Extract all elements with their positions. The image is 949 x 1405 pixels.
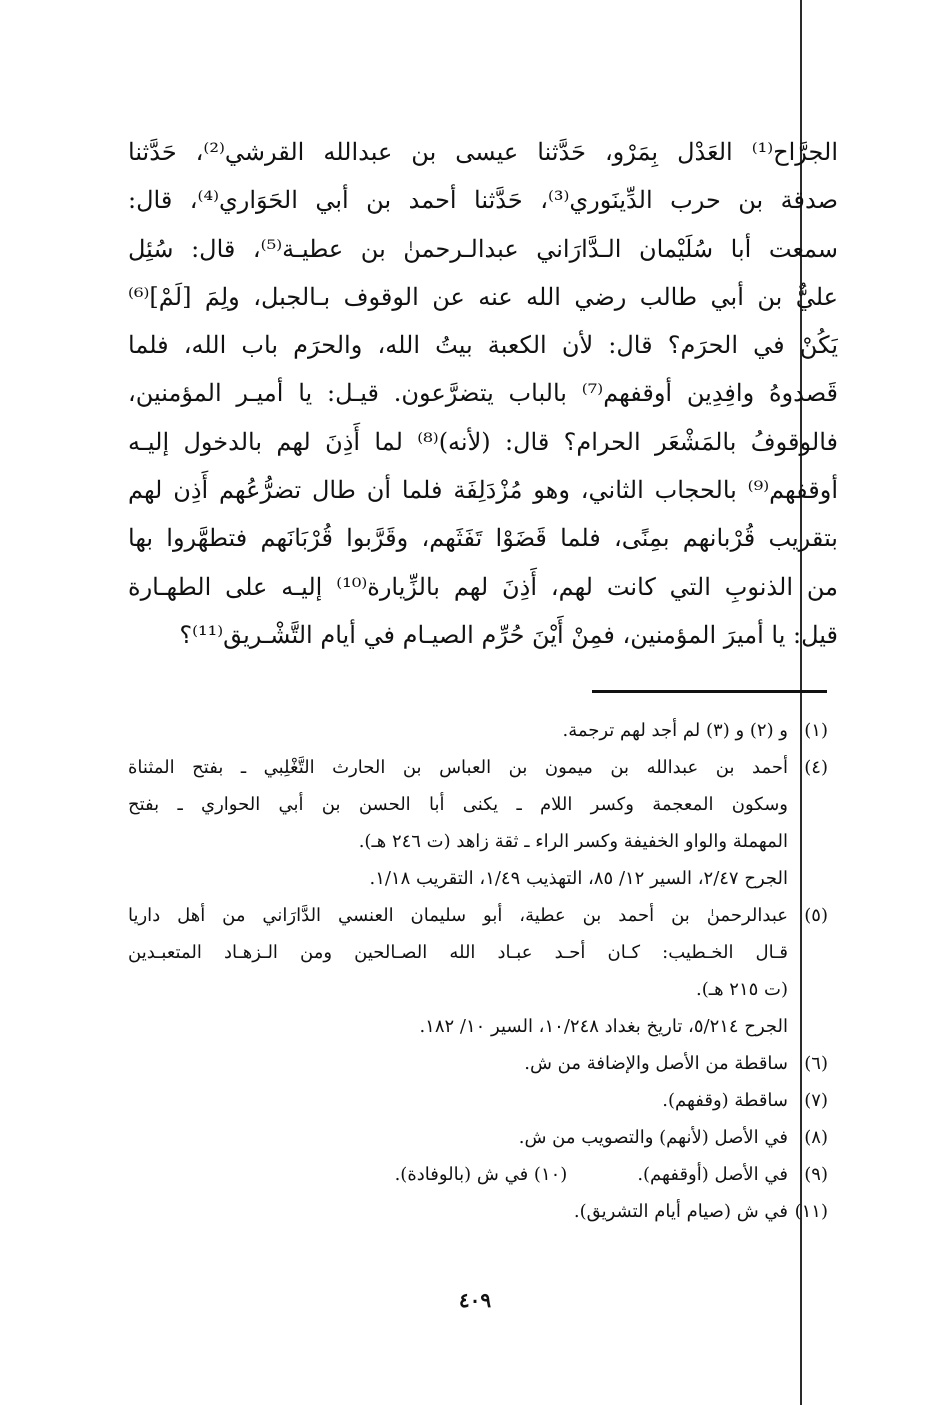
- main-text-line: من الذنوبِ التي كانت لهم، أَذِنَ لهم بالزِّيارة⁽¹⁰⁾ إليـه على الطهـارة: [128, 572, 838, 601]
- footnote-line: و (٢) و (٣) لم أجد لهم ترجمة.: [562, 720, 788, 741]
- footnote-body: [128, 1156, 788, 1193]
- footnote-body: [128, 1045, 788, 1082]
- footnote-number: (٩): [804, 1164, 828, 1185]
- footnote-number: (٦): [804, 1053, 828, 1074]
- footnote-number: (٥): [804, 905, 828, 926]
- main-text-line: قَصدوهُ وافِدِين أوقفهم⁽⁷⁾ بالباب يتضرَّعون. قيـل: يا أميـر المؤمنين،: [128, 379, 838, 408]
- footnote-5: [128, 897, 828, 1045]
- page-number: ٤٠٩: [458, 1288, 492, 1312]
- footnote-6: [128, 1045, 828, 1082]
- footnote-body: [128, 749, 788, 897]
- footnote-separator: [592, 690, 827, 693]
- footnote-line: في ش (صيام أيام التشريق).: [573, 1201, 788, 1222]
- footnote-8: [128, 1119, 828, 1156]
- footnote-10-inline: (١٠) في ش (بالوفادة).: [394, 1164, 568, 1185]
- footnote-4: [128, 749, 828, 897]
- main-text-line: عليٌّ بن أبي طالب رضي الله عنه عن الوقوف بـالجبل، ولِمَ [لَمْ]⁽⁶⁾: [128, 282, 838, 311]
- footnote-line: (ت ٢١٥ هـ).: [696, 979, 788, 1000]
- footnote-line: وسكون المعجمة وكسر اللام ـ يكنى أبا الحسن بن أبي الحواري ـ بفتح: [128, 794, 788, 815]
- footnote-number: (١): [804, 720, 828, 741]
- footnote-line: أحمد بن عبدالله بن ميمون بن العباس بن الحارث التَّغْلِبي ـ بفتح المثناة: [128, 757, 788, 778]
- footnote-line: في الأصل (أوقفهم).: [637, 1164, 788, 1185]
- footnote-9: [128, 1156, 828, 1193]
- main-text-line: صدقة بن حرب الدِّينَوري⁽³⁾، حَدَّثنا أحمد بن أبي الحَوَاري⁽⁴⁾، قال:: [128, 186, 838, 215]
- footnote-line: عبدالرحمنٰ بن أحمد بن عطية، أبو سليمان العنسي الدَّارَاني من أهل داريا: [128, 905, 788, 926]
- footnote-body: [128, 1119, 788, 1156]
- footnote-line: ساقطة (وقفهم).: [662, 1090, 788, 1111]
- main-text-line: بتقريب قُرْبانهم بمِنًى، فلما قَضَوْا تَفَثَهم، وقَرَّبوا قُرْبَانَهم فتطهَّروا بها: [128, 524, 838, 553]
- footnote-number: (٤): [804, 757, 828, 778]
- footnote-body: [128, 712, 788, 749]
- footnote-sources: الجرح ٥/٢١٤، تاريخ بغداد ١٠/٢٤٨، السير ١٠/ ١٨٢.: [419, 1016, 788, 1037]
- footnote-1: [128, 712, 828, 749]
- footnotes-block: [128, 712, 828, 1230]
- footnote-number: (٨): [804, 1127, 828, 1148]
- main-text-line: سمعت أبا سُلَيْمان الـدَّارَاني عبدالـرحمنٰ بن عطيـة⁽⁵⁾، قال: سُئِل: [128, 234, 838, 263]
- footnote-body: [128, 1193, 788, 1230]
- main-text-line: الجرَّاح⁽¹⁾ العَدْل بِمَرْو، حَدَّثنا عيسى بن عبدالله القرشي⁽²⁾، حَدَّثنا: [128, 138, 838, 166]
- main-text-line: يَكُنْ في الحرَم؟ قال: لأن الكعبة بيتُ الله، والحرَم باب الله، فلما: [128, 331, 838, 360]
- main-text-block: [128, 128, 838, 659]
- footnote-number: (٧): [804, 1090, 828, 1111]
- footnote-sources: الجرح ٢/٤٧، السير ١٢/ ٨٥، التهذيب ١/٤٩، التقريب ١/١٨.: [369, 868, 788, 889]
- main-text-line: فالوقوفُ بالمَشْعَر الحرام؟ قال: (لأنه)⁽⁸⁾ لما أَذِنَ لهم بالدخول إليـه: [128, 427, 838, 456]
- footnote-line: المهملة والواو الخفيفة وكسر الراء ـ ثقة زاهد (ت ٢٤٦ هـ).: [358, 831, 788, 852]
- footnote-11: [128, 1193, 828, 1230]
- footnote-7: [128, 1082, 828, 1119]
- footnote-number: (١١): [794, 1201, 828, 1222]
- footnote-line: ساقطة من الأصل والإضافة من ش.: [524, 1053, 788, 1074]
- footnote-body: [128, 1082, 788, 1119]
- footnote-line: في الأصل (لأنهم) والتصويب من ش.: [518, 1127, 788, 1148]
- footnote-body: [128, 897, 788, 1045]
- main-text-line: أوقفهم⁽⁹⁾ بالحجاب الثاني، وهو مُزْدَلِفَة فلما أن طال تضرُّعُهم أَذِن لهم: [128, 476, 838, 505]
- main-text-line: قيل: يا أميرَ المؤمنين، فمِنْ أَيْنَ حُرِّم الصيـام في أيام التَّشْـريق⁽¹¹⁾؟: [179, 620, 838, 649]
- footnote-line: قـال الخـطيب: كـان أحـد عبـاد الله الصـالحين ومن الـزهـاد المتعبـدين: [128, 942, 788, 963]
